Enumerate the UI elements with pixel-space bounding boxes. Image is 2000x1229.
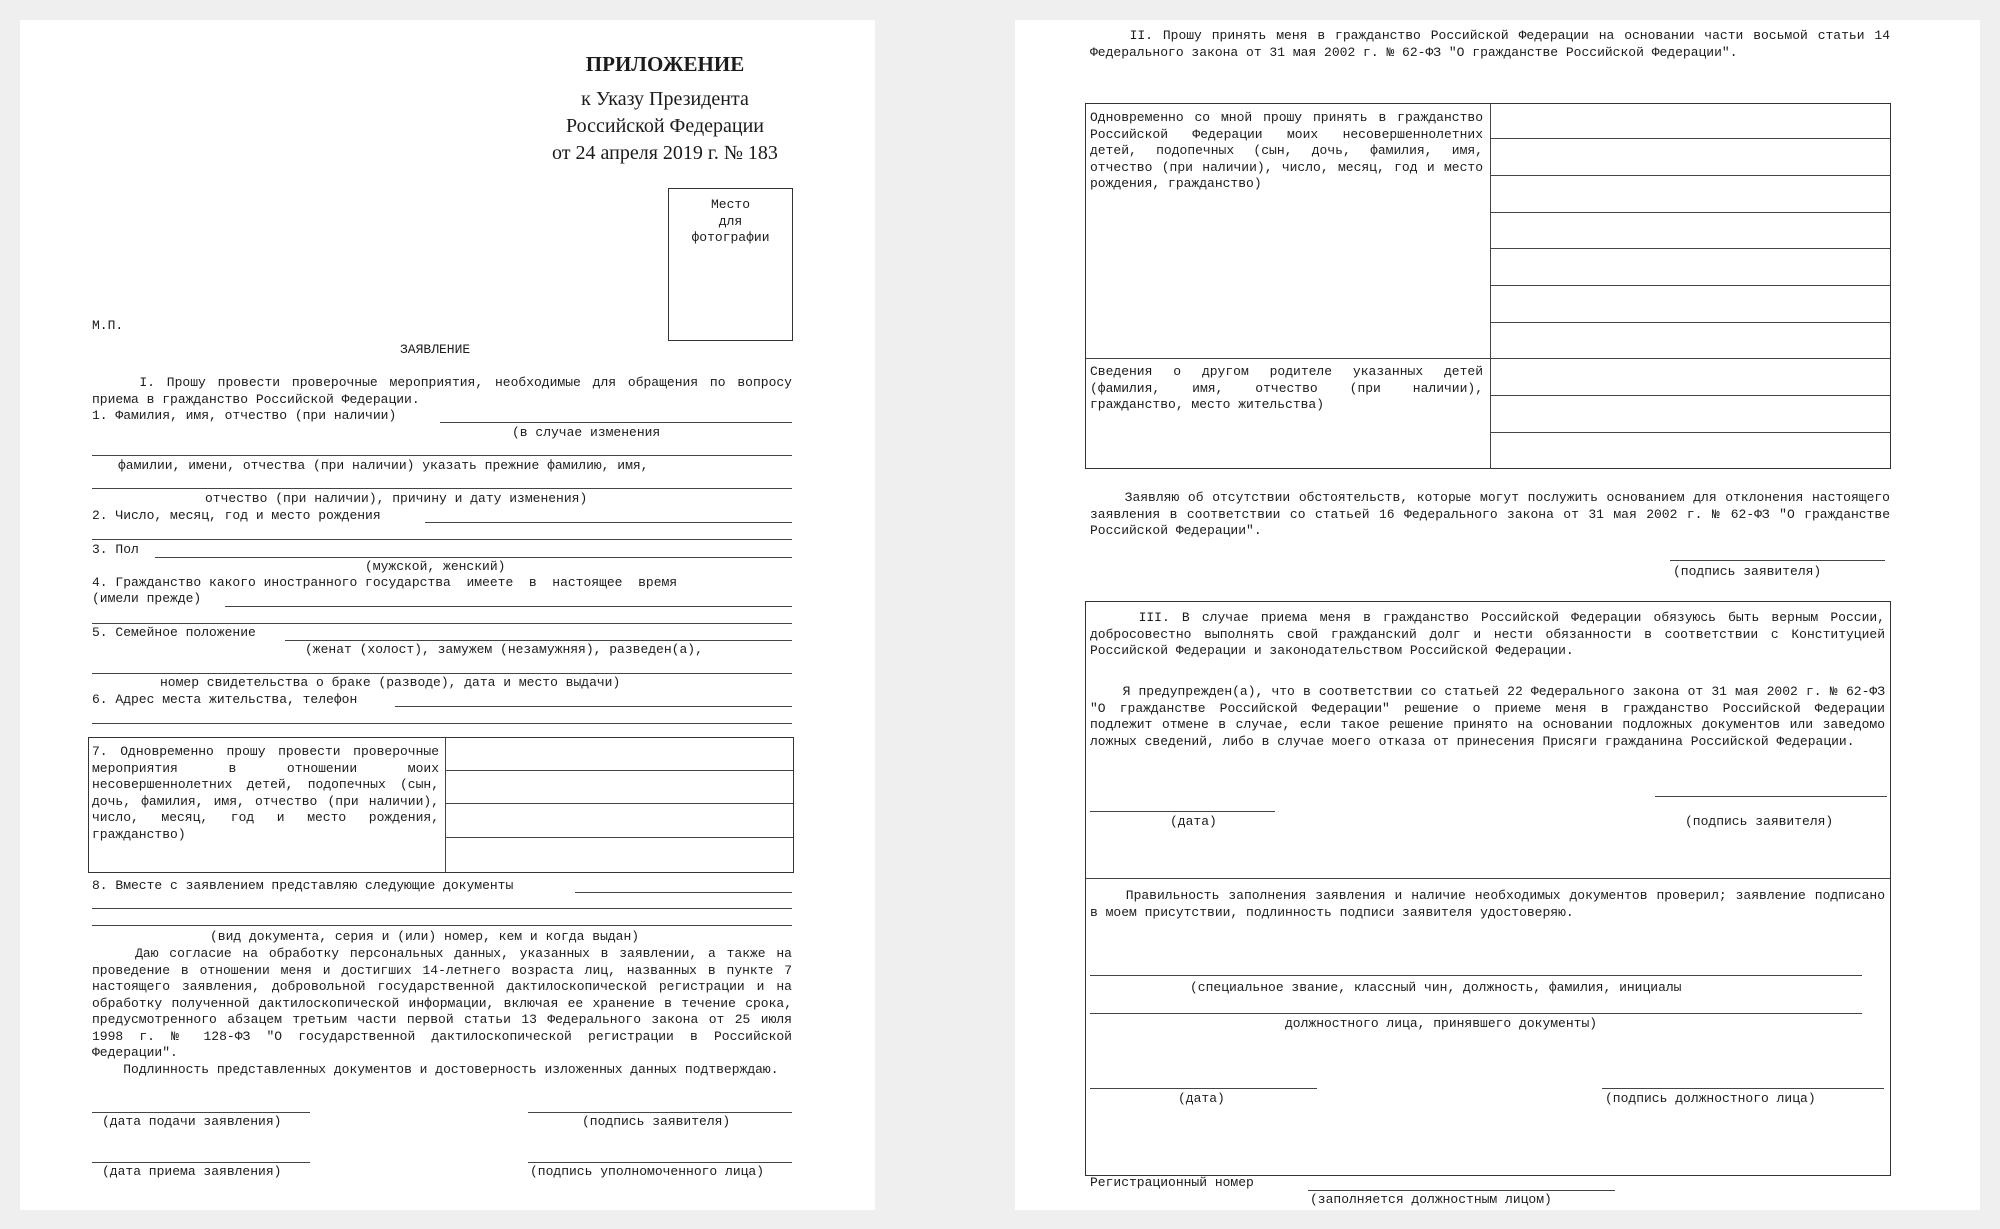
field-1-input-line-2[interactable] bbox=[92, 455, 792, 456]
field-1-input-line-3[interactable] bbox=[92, 488, 792, 489]
field-1-hint-2: фамилии, имени, отчества (при наличии) указать прежние фамилию, имя, bbox=[118, 458, 649, 473]
section-3-date-hint: (дата) bbox=[1170, 814, 1217, 829]
decree-line-1: к Указу Президента bbox=[581, 88, 749, 110]
section-1-intro: I. Прошу провести проверочные мероприятия, необходимые для обращения по вопросу приема в гражданство Российской Федерации. bbox=[92, 375, 800, 407]
other-parent-row-1[interactable] bbox=[1491, 395, 1890, 396]
children-admission-row-4[interactable] bbox=[1491, 248, 1890, 249]
verification-separator bbox=[1086, 878, 1890, 879]
field-2-label: 2. Число, месяц, год и место рождения bbox=[92, 508, 381, 523]
date-submit-line[interactable] bbox=[92, 1112, 310, 1113]
official-details-hint-2: должностного лица, принявшего документы) bbox=[1285, 1016, 1598, 1031]
other-parent-row-2[interactable] bbox=[1491, 432, 1890, 433]
field-4-label: 4. Гражданство какого иностранного государства имеете в настоящее время bbox=[92, 575, 678, 590]
field-1-input-line[interactable] bbox=[440, 422, 792, 423]
stamp-place-label: М.П. bbox=[92, 318, 124, 333]
section-3-date-line[interactable] bbox=[1090, 811, 1275, 812]
other-parent-separator bbox=[1086, 358, 1890, 359]
field-2-input-line[interactable] bbox=[425, 522, 792, 523]
decree-line-3: от 24 апреля 2019 г. № 183 bbox=[552, 142, 778, 164]
field-5-input-line-2[interactable] bbox=[92, 673, 792, 674]
official-date-hint: (дата) bbox=[1178, 1091, 1225, 1106]
declaration-signature-hint: (подпись заявителя) bbox=[1673, 564, 1822, 579]
section-3-signature-hint: (подпись заявителя) bbox=[1685, 814, 1834, 829]
field-6-input-line-2[interactable] bbox=[92, 723, 792, 724]
children-admission-row-2[interactable] bbox=[1491, 175, 1890, 176]
authorized-signature-line[interactable] bbox=[528, 1162, 792, 1163]
other-parent-text: Сведения о другом родителе указанных детей (фамилия, имя, отчество (при наличии), гражданство, место жительства) bbox=[1090, 364, 1491, 412]
document-title: ЗАЯВЛЕНИЕ bbox=[400, 342, 471, 357]
date-accept-hint: (дата приема заявления) bbox=[102, 1164, 282, 1179]
registration-number-hint: (заполняется должностным лицом) bbox=[1310, 1192, 1552, 1207]
official-details-line-2[interactable] bbox=[1090, 1013, 1862, 1014]
date-submit-hint: (дата подачи заявления) bbox=[102, 1114, 282, 1129]
field-6-label: 6. Адрес места жительства, телефон bbox=[92, 692, 358, 707]
field-3-hint: (мужской, женский) bbox=[365, 559, 506, 574]
field-5-hint-2: номер свидетельства о браке (разводе), дата и место выдачи) bbox=[160, 675, 621, 690]
applicant-signature-line[interactable] bbox=[528, 1112, 792, 1113]
photo-placeholder bbox=[668, 188, 793, 341]
registration-number-line[interactable] bbox=[1308, 1190, 1615, 1191]
section-3-text: III. В случае приема меня в гражданство Российской Федерации обязуюсь быть верным России, добросовестно выполнять свой гражданский долг и нести обязанности в соответствии с Конституцией Российской Федерации и законодательством Российской Федерации. bbox=[1090, 610, 1893, 658]
section-3-warning: Я предупрежден(а), что в соответствии со статьей 22 Федерального закона от 31 мая 2002 г. № 62-ФЗ "О гражданстве Российской Федерации" решение о приеме меня в гражданство Российской Федерации подлежит отмене в случае, если такое решение принято на основании подложных документов или заведомо ложных сведений, либо в случае моего отказа от принесения Присяги гражданина Российской Федерации. bbox=[1090, 684, 1893, 749]
children-row-2[interactable] bbox=[446, 803, 793, 804]
applicant-signature-hint: (подпись заявителя) bbox=[582, 1114, 731, 1129]
declaration-text: Заявляю об отсутствии обстоятельств, которые могут послужить основанием для отклонения настоящего заявления в соответствии со статьей 16 Федерального закона от 31 мая 2002 г. № 62-ФЗ "О гражданстве Российской Федерации". bbox=[1090, 490, 1898, 538]
children-row-1[interactable] bbox=[446, 770, 793, 771]
declaration-signature-line[interactable] bbox=[1670, 560, 1885, 561]
consent-paragraph: Даю согласие на обработку персональных данных, указанных в заявлении, а также на проведение в отношении меня и достигших 14-летнего возраста лиц, названных в пункте 7 настоящего заявления, добровольной государственной дактилоскопической регистрации и на обработку полученной дактилоскопической информации, включая ее хранение в течение срока, предусмотренного абзацем третьим части первой статьи 13 Федерального закона от 25 июля 1998 г. № 128-ФЗ "О государственной дактилоскопической регистрации в Российской Федерации". bbox=[92, 946, 800, 1060]
registration-number-label: Регистрационный номер bbox=[1090, 1175, 1254, 1190]
field-2-input-line-2[interactable] bbox=[92, 539, 792, 540]
children-admission-text: Одновременно со мной прошу принять в гражданство Российской Федерации моих несовершеннолетних детей, подопечных (сын, дочь, фамилия, имя, отчество (при наличии), число, месяц, год и место рождения, гражданство) bbox=[1090, 110, 1491, 191]
field-4-input-line-2[interactable] bbox=[92, 623, 792, 624]
children-admission-row-3[interactable] bbox=[1491, 212, 1890, 213]
field-8-input-line-3[interactable] bbox=[92, 925, 792, 926]
children-admission-row-6[interactable] bbox=[1491, 322, 1890, 323]
field-3-input-line[interactable] bbox=[155, 557, 792, 558]
children-row-3[interactable] bbox=[446, 837, 793, 838]
authenticity-paragraph: Подлинность представленных документов и достоверность изложенных данных подтверждаю. bbox=[92, 1062, 779, 1077]
authorized-signature-hint: (подпись уполномоченного лица) bbox=[530, 1164, 765, 1179]
field-7-text: 7. Одновременно прошу провести проверочные мероприятия в отношении моих несовершеннолетних детей, подопечных (сын, дочь, фамилия, имя, отчество (при наличии), число, месяц, год и место рождения, гражданство) bbox=[92, 744, 447, 842]
date-accept-line[interactable] bbox=[92, 1162, 310, 1163]
field-3-label: 3. Пол bbox=[92, 542, 139, 557]
section-2-text: II. Прошу принять меня в гражданство Российской Федерации на основании части восьмой статьи 14 Федерального закона от 31 мая 2002 г. № 62-ФЗ "О гражданстве Российской Федерации". bbox=[1090, 28, 1898, 60]
field-5-label: 5. Семейное положение bbox=[92, 625, 256, 640]
official-signature-hint: (подпись должностного лица) bbox=[1605, 1091, 1816, 1106]
appendix-title: ПРИЛОЖЕНИЕ bbox=[585, 52, 745, 76]
field-1-hint-3: отчество (при наличии), причину и дату изменения) bbox=[205, 491, 588, 506]
field-5-hint-1: (женат (холост), замужем (незамужняя), разведен(а), bbox=[305, 642, 703, 657]
form-page-2 bbox=[1015, 20, 1980, 1210]
field-4-label-2: (имели прежде) bbox=[92, 591, 202, 606]
field-8-input-line[interactable] bbox=[575, 892, 792, 893]
official-details-hint-1: (специальное звание, классный чин, должность, фамилия, инициалы bbox=[1190, 980, 1682, 995]
field-8-hint: (вид документа, серия и (или) номер, кем и когда выдан) bbox=[210, 929, 640, 944]
official-date-line[interactable] bbox=[1090, 1088, 1317, 1089]
photo-placeholder-label: Место для фотографии bbox=[691, 197, 770, 245]
children-admission-row-5[interactable] bbox=[1491, 285, 1890, 286]
field-1-hint-1: (в случае изменения bbox=[512, 425, 661, 440]
field-6-input-line[interactable] bbox=[395, 706, 792, 707]
field-8-input-line-2[interactable] bbox=[92, 908, 792, 909]
official-signature-line[interactable] bbox=[1602, 1088, 1884, 1089]
section-3-signature-line[interactable] bbox=[1655, 796, 1887, 797]
decree-line-2: Российской Федерации bbox=[565, 115, 765, 137]
field-5-input-line[interactable] bbox=[285, 640, 792, 641]
verification-text: Правильность заполнения заявления и наличие необходимых документов проверил; заявление подписано в моем присутствии, подлинность подписи заявителя удостоверяю. bbox=[1090, 888, 1893, 920]
field-4-input-line[interactable] bbox=[225, 606, 792, 607]
form-page-1 bbox=[20, 20, 875, 1210]
official-details-line[interactable] bbox=[1090, 975, 1862, 976]
field-8-label: 8. Вместе с заявлением представляю следующие документы bbox=[92, 878, 514, 893]
field-1-label: 1. Фамилия, имя, отчество (при наличии) bbox=[92, 408, 397, 423]
children-admission-row-1[interactable] bbox=[1491, 138, 1890, 139]
